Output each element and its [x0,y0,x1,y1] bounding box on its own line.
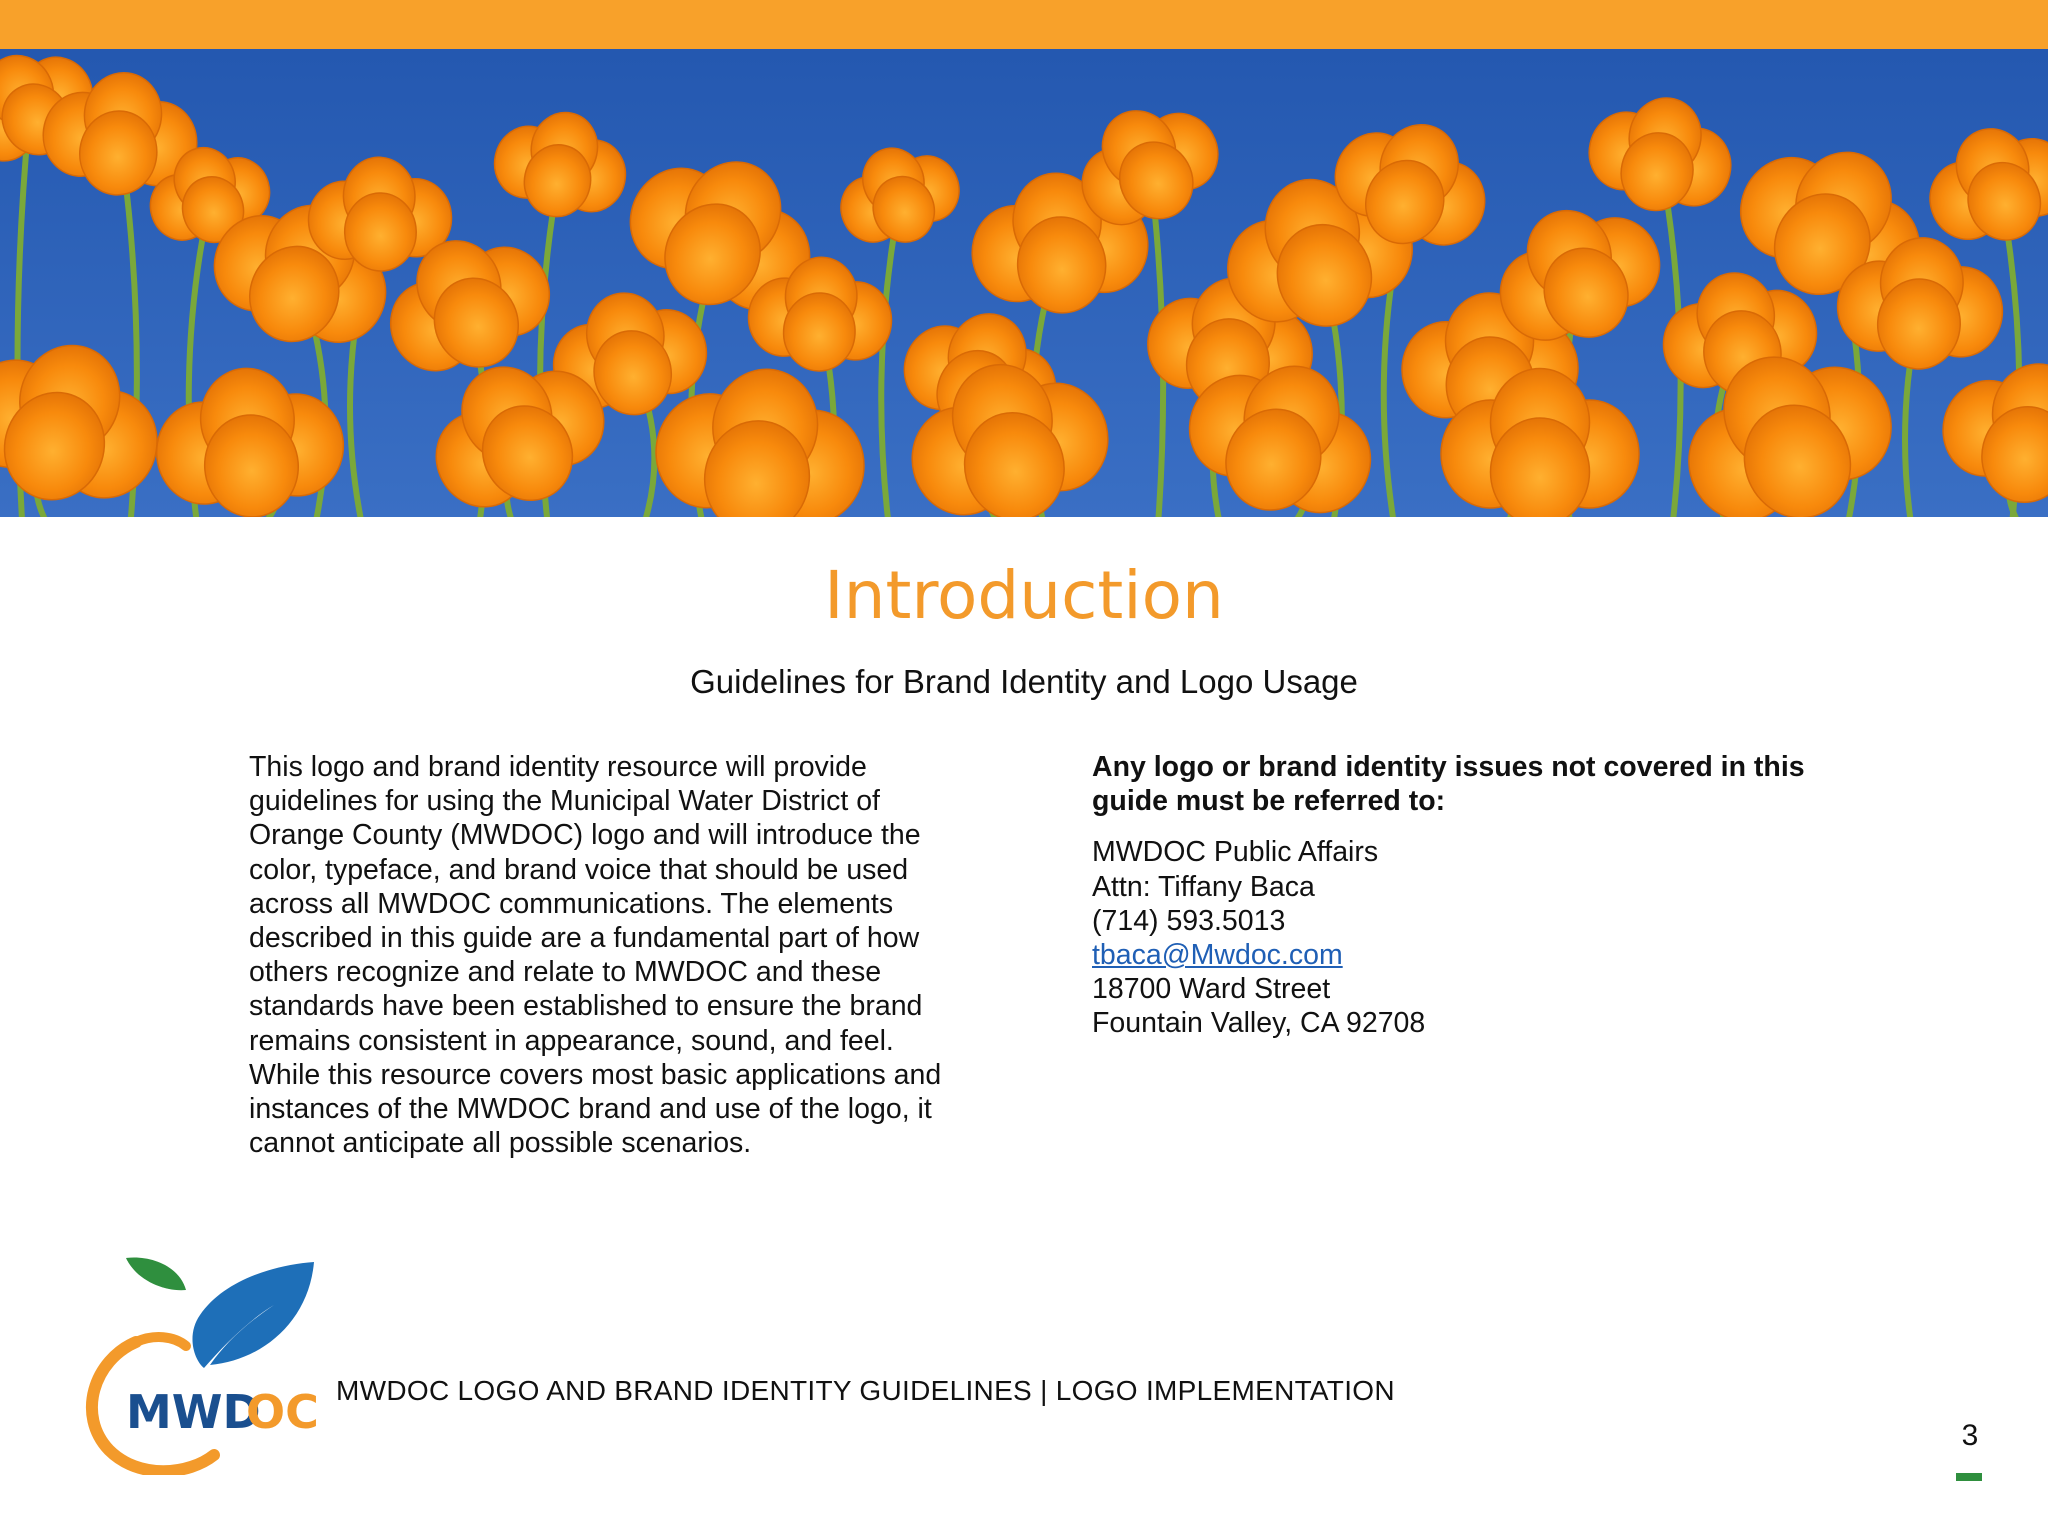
logo-green-leaf-icon [126,1257,186,1290]
contact-heading: Any logo or brand identity issues not covered in this guide must be referred to: [1092,751,1805,818]
page-subtitle: Guidelines for Brand Identity and Logo Usage [690,663,1358,700]
contact-phone: (714) 593.5013 [1092,904,1286,937]
poppies-banner-image [0,49,2048,517]
page-number-marker [1956,1473,1982,1481]
footer-text: MWDOC LOGO AND BRAND IDENTITY GUIDELINES | LOGO IMPLEMENTATION [336,1375,1395,1406]
logo-blue-leaf-icon [192,1262,314,1368]
mwdoc-logo [74,1250,324,1475]
contact-email-link[interactable]: tbaca@Mwdoc.com [1092,939,1343,972]
top-accent-bar [0,0,2048,49]
contact-street: 18700 Ward Street [1092,973,1331,1006]
contact-block [1092,750,1812,1041]
contact-city: Fountain Valley, CA 92708 [1092,1007,1426,1040]
logo-wordmark-mwd: MWD [126,1385,261,1439]
page-number: 3 [1961,1419,1979,1452]
contact-attn: Attn: Tiffany Baca [1092,870,1315,903]
intro-paragraph: This logo and brand identity resource will provide guidelines for using the Municipal Water District of Orange County (MWDOC) logo and will introduce the color, typeface, and brand voice that should be used across all MWDOC communications. The elements described in this guide are a fundamental part of how others recognize and relate to MWDOC and these standards have been established to ensure the brand remains consistent in appearance, sound, and feel. While this resource covers most basic applications and instances of the MWDOC brand and use of the logo, it cannot anticipate all possible scenarios. [249,751,942,1160]
contact-org: MWDOC Public Affairs [1092,836,1379,869]
page-title: Introduction [824,557,1224,634]
logo-wordmark-oc: OC [246,1385,319,1439]
